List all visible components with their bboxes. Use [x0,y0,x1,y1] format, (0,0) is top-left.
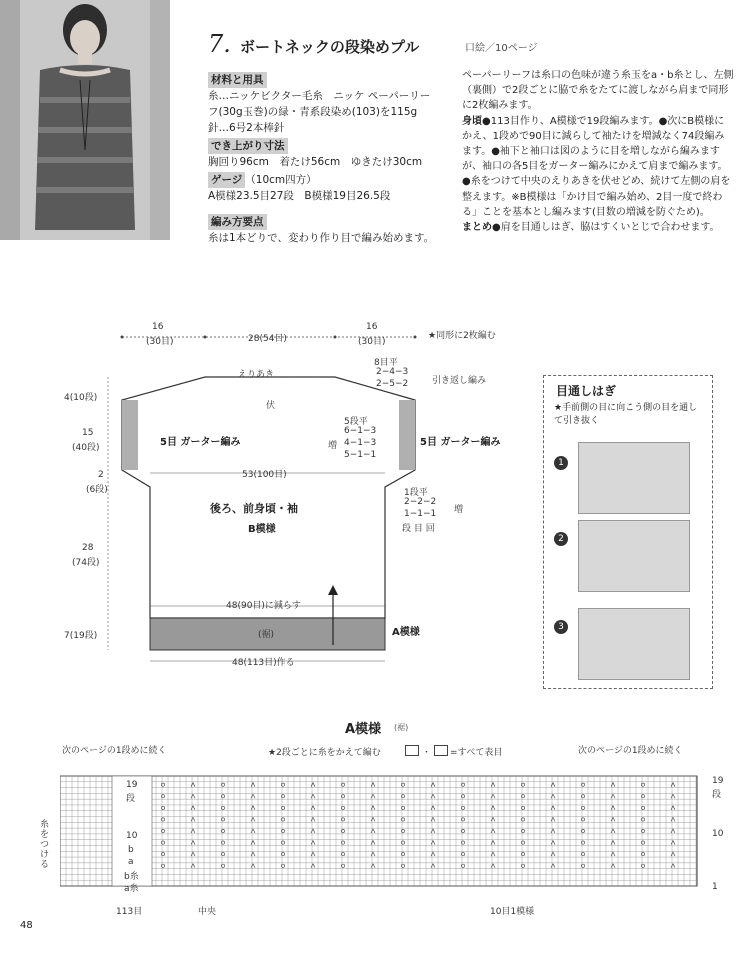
legend-tail: =すべて表目 [450,748,503,758]
chart-legend: ★2段ごとに糸をかえて編む [268,748,381,758]
decrease-symbol [551,806,555,810]
decrease-symbol [251,841,255,845]
decrease-symbol [671,783,675,787]
pattern-a-label: A模様 [392,627,420,638]
step-1-number: 1 [554,456,568,470]
decrease-symbol [611,864,615,868]
dim-left-2: 2 [98,470,104,480]
yarn-b: b [128,845,134,855]
dim-left-7: 7(19段) [64,631,98,641]
legend-key: ・ [422,748,432,758]
shoulder-rows: 8目平 [374,358,398,368]
yarn-a-label: a糸 [124,884,139,894]
cast-on-48: 48(113目)作る [232,658,295,668]
decrease-symbol [431,817,435,821]
page-number: 48 [20,920,33,931]
sweater-photo-illustration [0,0,170,240]
decrease-symbol [611,852,615,856]
decrease-symbol [311,852,315,856]
dim-top-right: 16 [366,322,378,332]
decrease-symbol [551,783,555,787]
bind-off-label: 伏 [266,401,276,411]
garter-left-label: 5目 ガーター編み [160,437,241,448]
decrease-symbol [671,794,675,798]
gauge-unit: （10cm四方） [245,174,317,186]
decrease-symbol [371,794,375,798]
row-19-left-sub: 段 [126,794,136,804]
points-label: 編み方要点 [208,214,267,230]
step-1-illustration [578,442,690,514]
decrease-symbol [491,794,495,798]
decrease-symbol [311,806,315,810]
decrease-symbol [551,864,555,868]
decrease-symbol [191,783,195,787]
increase2-row-1: 2−2−2 [404,497,437,507]
step-2-number: 2 [554,532,568,546]
row-19-right: 19 [712,776,724,786]
decrease-symbol [251,864,255,868]
row-10-right: 10 [712,829,724,839]
dim-left-15: 15 [82,428,94,438]
finish-label: まとめ● [462,222,501,234]
shoulder-row-1: 2−4−3 [376,367,409,377]
decrease-symbol [551,829,555,833]
points-intro: 糸は1本どりで、変わり作り目で編み始めます。 [208,232,435,244]
decrease-symbol [311,783,315,787]
decrease-symbol [311,829,315,833]
pattern-number: 7. [208,30,231,58]
decrease-symbol [671,817,675,821]
dim-left-28: 28 [82,543,94,553]
dim-top-middle: 28(54目) [248,334,287,344]
decrease-symbol [191,841,195,845]
decrease-symbol [251,794,255,798]
shoulder-row-2: 2−5−2 [376,379,409,389]
decrease-symbol [191,829,195,833]
row-19-left: 19 [126,780,138,790]
decrease-symbol [671,841,675,845]
repeat-label: 10目1模様 [490,907,535,917]
decrease-symbol [611,841,615,845]
decrease-symbol [431,864,435,868]
decrease-symbol [191,794,195,798]
decrease-symbol [551,852,555,856]
page-reference: 口絵／10ページ [465,43,538,54]
decrease-symbol [611,783,615,787]
decrease-symbol [251,806,255,810]
decrease-symbol [611,829,615,833]
grafting-title: 目通しはぎ [556,384,617,398]
decrease-symbol [551,794,555,798]
row-1-right: 1 [712,882,718,892]
pattern-title: ボートネックの段染めプル [240,38,420,56]
dim-left-28-sub: (74段) [72,558,100,568]
size-label: でき上がり寸法 [208,138,288,154]
continue-left: 次のページの1段めに続く [62,746,167,756]
dim-top-left-sub: (30目) [146,337,174,347]
gauge-label: ゲージ [208,172,245,188]
decrease-symbol [251,783,255,787]
column-header: 段 目 回 [402,524,435,534]
decrease-symbol [311,864,315,868]
decrease-symbol [191,864,195,868]
step-3-illustration [578,608,690,680]
body-instructions: 113目作り、A模様で19段編みます。●次にB模様にかえ、1段めで90目に減らして袖たけを増減なく74段編みます。●袖下と袖口は図のように目を増しながら編みますが、袖口の各5目をガーター編みにかえて肩まで編みます。●糸をつけて中央のえりあきを伏せどめ、続けて左側の肩を整えます。※B模様は「かけ目で編み始め、2目一度で終わる」ことを基本とし編みます(目数の増減を防ぐため)。 [462,115,731,218]
decrease-symbol [431,794,435,798]
decrease-symbol [251,817,255,821]
decrease-symbol [251,852,255,856]
decrease-symbol [371,817,375,821]
decrease-symbol [611,794,615,798]
decrease-symbol [191,817,195,821]
materials-yarn: 糸…ニッケビクター毛糸 ニッケ ペーパーリーフ(30g玉巻)の緑・青系段染め(103)を115g [208,90,431,118]
increase2-row-2: 1−1−1 [404,509,437,519]
dim-top-left: 16 [152,322,164,332]
decrease-symbol [371,806,375,810]
decrease-symbol [491,852,495,856]
step-3-number: 3 [554,620,568,634]
step-2-illustration [578,520,690,592]
increase-head: 5段平 [344,417,368,427]
increase-row-2: 4−1−3 [344,438,377,448]
decrease-symbol [311,794,315,798]
decrease-symbol [491,817,495,821]
decrease-symbol [371,841,375,845]
instructions-intro: ペーパーリーフは糸口の色味が違う糸玉をa・b糸とし、左側（裏側）で2段ごとに脇で糸をたてに渡しながら肩まで同形に2枚編みます。 [462,70,734,112]
decrease-symbol [371,783,375,787]
decrease-symbol [431,852,435,856]
decrease-symbol [671,806,675,810]
increase-row-3: 5−1−1 [344,450,377,460]
knitting-chart-grid [60,772,700,892]
body-pattern: B模様 [248,524,276,535]
decrease-symbol [251,829,255,833]
dim-left-15-sub: (40段) [72,443,100,453]
increase2-label: 増 [454,505,464,515]
finish-instructions: 肩を目通しはぎ、脇はすくいとじで合わせます。 [500,222,720,234]
decrease-symbol [611,806,615,810]
grafting-panel [543,375,713,689]
continue-right: 次のページの1段めに続く [578,746,683,756]
hem-label: (裾) [258,630,275,640]
materials-section [208,70,436,246]
note-same-shape: ★同形に2枚編む [428,331,496,341]
row-19-right-sub: 段 [712,790,722,800]
decrease-symbol [671,852,675,856]
garter-right-label: 5目 ガーター編み [420,437,501,448]
short-row-label: 引き返し編み [432,376,487,386]
body-label: 身頃● [462,115,491,127]
size-value: 胸回り96cm 着たけ56cm ゆきたけ30cm [208,156,423,168]
grafting-note: ★手前側の目に向こう側の目を通して引き抜く [554,403,698,426]
decrease-symbol [371,829,375,833]
decrease-symbol [671,864,675,868]
yarn-b-label: b糸 [124,872,139,882]
dim-top-right-sub: (30目) [358,337,386,347]
dim-left-4: 4(10段) [64,393,98,403]
instructions-section [462,68,734,235]
body-title: 後ろ、前身頃・袖 [210,502,298,515]
materials-needle: 針…6号2本棒針 [208,122,285,134]
row-10-left: 10 [126,831,138,841]
decrease-symbol [431,841,435,845]
decrease-symbol [491,841,495,845]
decrease-symbol [551,817,555,821]
neckline-label: えりあき [238,370,275,380]
decrease-symbol [191,852,195,856]
decrease-symbol [491,864,495,868]
decrease-symbol [371,864,375,868]
legend-blank-square [405,745,419,756]
center-label: 中央 [198,907,217,917]
decrease-symbol [491,829,495,833]
width-53: 53(100目) [242,470,287,480]
decrease-symbol [311,817,315,821]
decrease-to-48: 48(90目)に減らす [226,601,301,611]
decrease-symbol [311,841,315,845]
attach-yarn-note: 糸をつける [40,820,50,870]
decrease-symbol [191,806,195,810]
decrease-symbol [611,817,615,821]
decrease-symbol [491,806,495,810]
increase-row-1: 6−1−3 [344,426,377,436]
increase-label: 増 [328,441,338,451]
legend-bar-square [434,745,448,756]
decrease-symbol [431,783,435,787]
decrease-symbol [431,806,435,810]
decrease-symbol [491,783,495,787]
decrease-symbol [671,829,675,833]
chart-subtitle: (裾) [394,723,409,732]
dim-left-2-sub: (6段) [86,485,108,495]
decrease-symbol [371,852,375,856]
decrease-symbol [431,829,435,833]
increase2-head: 1段平 [404,488,428,498]
gauge-value: A模様23.5目27段 B模様19目26.5段 [208,190,391,202]
stitch-count: 113目 [116,907,143,917]
materials-label: 材料と用具 [208,72,267,88]
decrease-symbol [551,841,555,845]
model-photo [0,0,170,240]
yarn-a: a [128,857,134,867]
chart-title: A模様 [345,722,382,737]
